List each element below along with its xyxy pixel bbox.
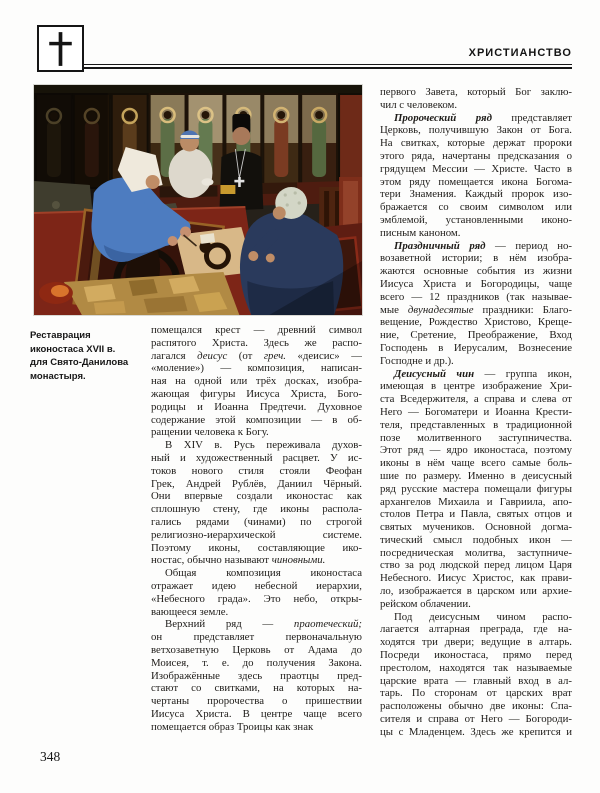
text-line: Иисуса Христа и Богородицы, чаще [380, 277, 572, 290]
text-line: он представляет первоначальную [151, 631, 362, 644]
text-line: Него — Богоматери и Иоанна Крести- [380, 405, 572, 418]
text-column-left [151, 324, 362, 734]
text-line: жающая фигуры Иисуса Христа, Бого- [151, 387, 362, 400]
text-line: царские врата — главный вход в ал- [380, 674, 572, 687]
text-line: эмблемой, установленными иконо- [380, 213, 572, 226]
text-line: тарь. По сторонам от царских врат [380, 687, 572, 700]
cross-icon [39, 27, 82, 70]
text-line: ный и художественный расцвет. У ис- [151, 451, 362, 464]
text-line: жаются основные события из жизни [380, 265, 572, 278]
text-line: ста Вседержителя, а справа и слева от [380, 393, 572, 406]
text-line: Пророческий ряд представляет [394, 111, 572, 124]
text-line: бражается со своим символом или [380, 201, 572, 214]
photo-caption [30, 329, 142, 383]
text-line: шие по размеру. Именно в деисусный [380, 469, 572, 482]
text-line: Под деисусным чином распо- [394, 610, 572, 623]
caption-line: иконостаса XVII в. [30, 343, 116, 355]
text-line: На свитках, которые держат пророки [380, 137, 572, 150]
text-line: ветхозаветную Церковь от Адама до [151, 643, 362, 656]
text-line: писным каноном. [380, 226, 461, 239]
text-line: помещался крест — древний символ [151, 324, 362, 336]
text-line: расположены обычно две иконы: Спа- [380, 700, 572, 713]
text-line: сплошную стену, где иконы распола- [151, 503, 362, 516]
text-line: лагался деисус (от греч. «деисис» — [151, 349, 362, 362]
text-line: стают со свитками, на которых на- [151, 682, 362, 695]
text-line: ряд русские мастера помещали фигуры [380, 482, 572, 495]
text-line: всего — 12 праздников (так называе- [380, 290, 572, 303]
text-line: Этот ряд — ядро иконостаса, поэтому [380, 444, 572, 457]
text-line: этом ряду помещается икона Богома- [380, 175, 572, 188]
text-line: иконы в нём чаще всего самые боль- [380, 457, 572, 470]
text-line: тери Знамения. Каждый пророк изо- [380, 188, 572, 201]
text-line: столов Петра и Павла, святых отцов и [380, 508, 572, 521]
text-column-right [380, 86, 572, 739]
text-line: возаветной истории; в нём изобра- [380, 252, 572, 265]
text-line: токов нового стиля стояли Феофан [151, 464, 362, 477]
text-line: ная на одной или трёх досках, изобра- [151, 375, 362, 388]
text-line: В XIV в. Русь переживала духов- [165, 439, 362, 452]
text-line: посредническая молитва, заступниче- [380, 546, 572, 559]
text-line: Поэтому иконы, составляющие ико- [151, 541, 362, 554]
text-line: лагается алтарная преграда, где на- [380, 623, 572, 636]
text-line: Деисусный чин — группа икон, [394, 367, 572, 380]
chapter-mark-box [37, 25, 84, 72]
text-line: чертаны пророчества о пришествии [151, 695, 362, 708]
text-line: отражает идею небесной иерархии, [151, 579, 362, 592]
text-line: вающееся земле. [151, 605, 229, 618]
text-line: Церковь, получившую Закон от Бога. [380, 124, 572, 137]
text-line: имеющая в центре изображение Хри- [380, 380, 572, 393]
text-line: святых мучеников. Основной догма- [380, 521, 572, 534]
text-line: Моисея, т. е. до получения Закона. [151, 656, 362, 669]
text-line: Посреди иконостаса, прямо перед [380, 649, 572, 662]
text-line: сителя и справа от Него — Богороди- [380, 713, 572, 726]
text-line: Общая композиция иконостаса [165, 567, 362, 580]
text-line: Иисуса Христа. В центре чаще всего [151, 707, 362, 720]
text-line: религиозно-иерархической системе. [151, 528, 362, 541]
text-line: ностас, обычно называют чиновными. [151, 554, 326, 567]
text-line: чил с человеком. [380, 98, 458, 111]
text-line: помещается образ Троицы как знак [151, 720, 314, 733]
text-line: Праздничный ряд — период но- [394, 239, 572, 252]
text-line: родицы и Иоанна Предтечи. Духовное [151, 400, 362, 413]
caption-line: для Свято-Данилова [30, 357, 129, 368]
text-line: «моление») — композиция, написан- [151, 362, 362, 375]
text-line: первого Завета, который Бог заклю- [380, 86, 572, 98]
text-line: Господень в Иерусалим, Вознесение [380, 341, 572, 354]
text-line: содержание этой композиции — в об- [151, 413, 362, 426]
text-line: ходятся три двери; ведущие в алтарь. [380, 636, 572, 649]
text-line: распятого Христа. Здесь же распо- [151, 336, 362, 349]
text-line: ращении человека к Богу. [151, 426, 269, 439]
text-line: вещение, Рождество Христово, Креще- [380, 316, 572, 329]
text-line: теля, представленных в традиционной [380, 418, 572, 431]
text-line: престолом, находятся так называемые [380, 661, 572, 674]
header-rule [82, 64, 572, 69]
text-line: Небесного. Иисус Христос, как прави- [380, 572, 572, 585]
text-line: Изображённые здесь праотцы пред- [151, 669, 362, 682]
page-number: 348 [40, 749, 61, 764]
text-line: Верхний ряд — праотеческий; [165, 618, 362, 631]
text-line: этого ряда, начертаны предсказания о [380, 149, 572, 162]
photo-illustration [34, 85, 362, 315]
text-line: ло, изображается в царском или архие- [380, 585, 572, 598]
text-line: тический смысл подобных икон — [380, 533, 572, 546]
text-line: ние, Сретение, Преображение, Вход [380, 329, 572, 342]
text-line: Они впервые создали иконостас как [151, 490, 362, 503]
text-line: архангелов Михаила и Гавриила, апо- [380, 495, 572, 508]
text-line: Господне и др.). [380, 354, 454, 367]
text-line: рейском облачении. [380, 597, 471, 610]
running-header: ХРИСТИАНСТВО [468, 47, 572, 59]
photo-iconostasis-restoration [34, 85, 362, 315]
text-line: грядущем Мессии — Христе. Часто в [380, 162, 572, 175]
text-line: ство за род людской перед лицом Царя [380, 559, 572, 572]
text-line: Грек, Андрей Рублёв, Даниил Чёрный. [151, 477, 362, 490]
caption-line: Реставрация [30, 330, 91, 341]
text-line: гались рядами (чинами) по строгой [151, 515, 362, 528]
caption-line: монастыря. [30, 370, 86, 382]
text-line: «Небесного града». Это небо, откры- [151, 592, 362, 605]
text-line: позе молитвенного заступничества. [380, 431, 572, 444]
text-line: цы с Младенцем. Здесь же крепится и [380, 725, 572, 738]
text-line: мые двунадесятые праздники: Благо- [380, 303, 572, 316]
